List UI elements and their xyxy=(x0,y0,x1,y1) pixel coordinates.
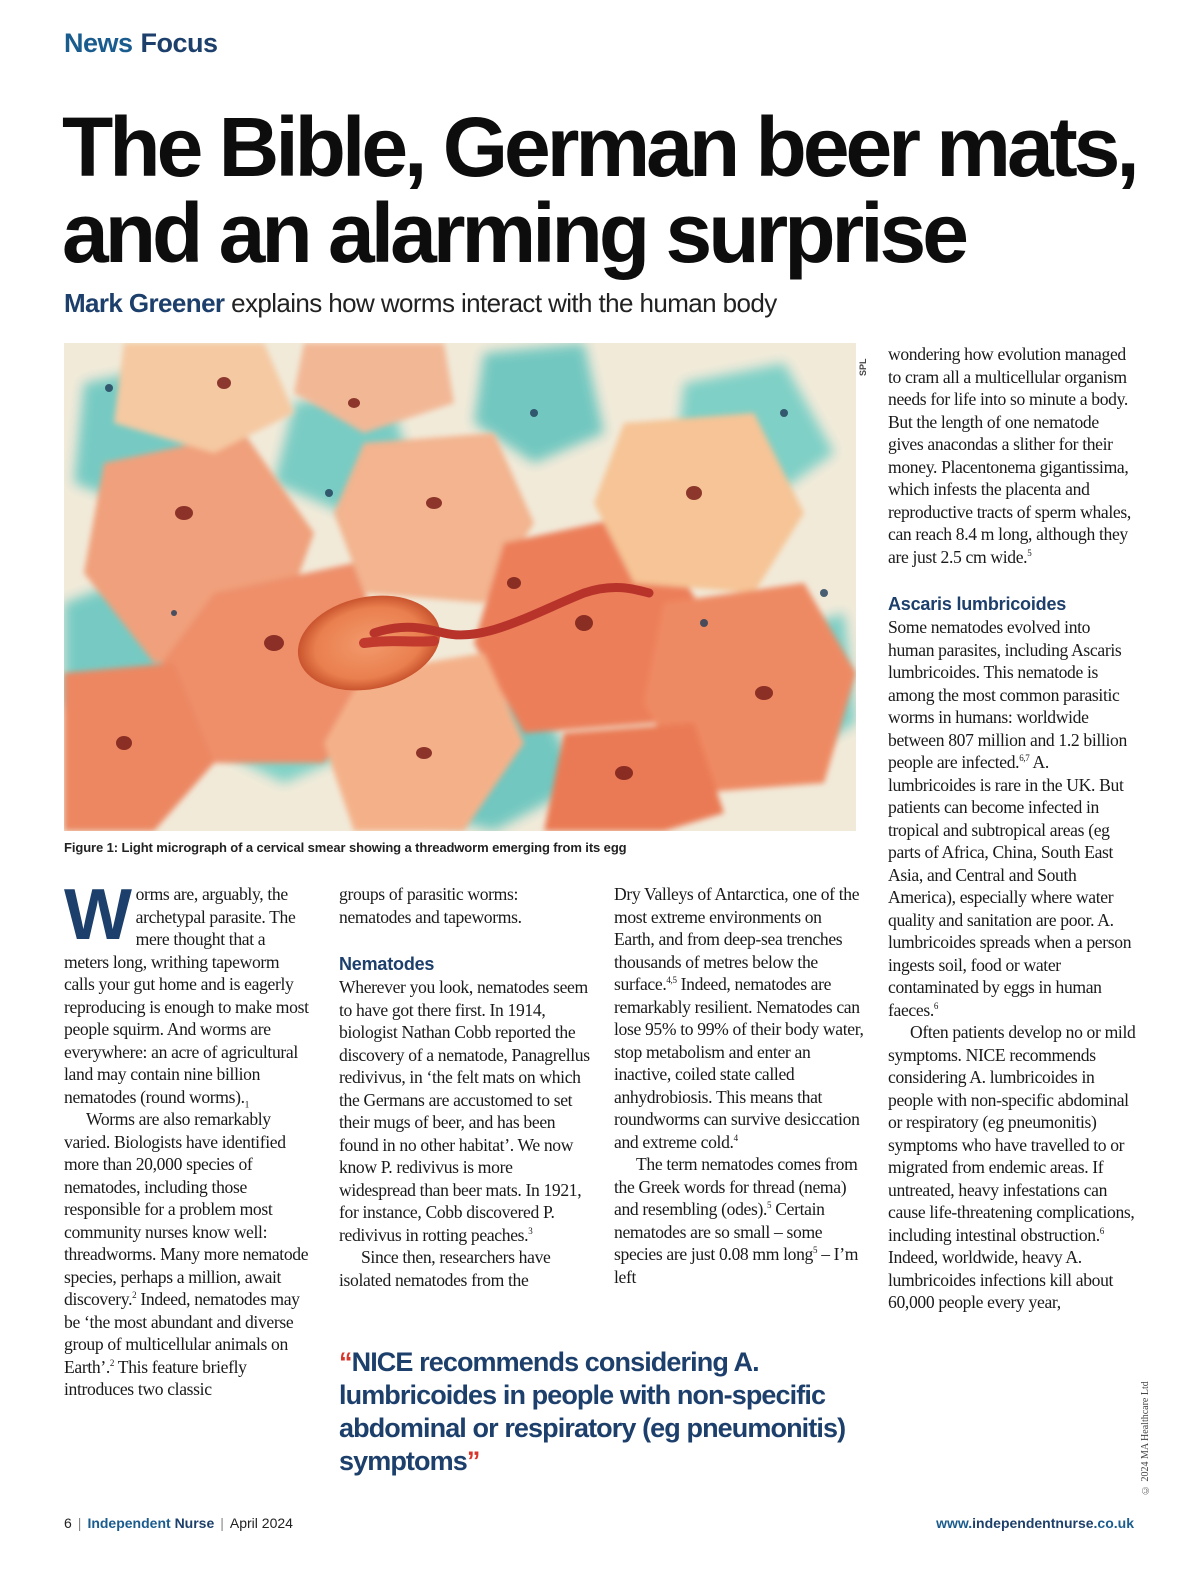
figure-caption: Figure 1: Light micrograph of a cervical smear showing a threadworm emerging from its egg xyxy=(64,840,627,855)
ref: 2 xyxy=(132,1290,137,1301)
text: orms are, arguably, the archetypal parasite. The mere thought that a meters long, writhing tapeworm calls your gut home and is eagerly reproducing is enough to make most people squirm. And worms are everywhere: an acre of agricultural land may contain nine billion nematodes (round worms). xyxy=(64,884,309,1107)
text: Indeed, nematodes are remarkably resilient. Nematodes can lose 95% to 99% of their body water, stop metabolism and enter an inactive, coiled state called anhydrobiosis. This means that roundworms can survive desiccation and extreme cold. xyxy=(614,974,864,1152)
standfirst-text: explains how worms interact with the human body xyxy=(231,288,777,318)
ref: 5 xyxy=(812,1245,818,1256)
micrograph-image xyxy=(64,343,856,831)
issue-date: April 2024 xyxy=(229,1515,293,1531)
separator: | xyxy=(220,1515,224,1531)
ref: 6,7 xyxy=(1019,753,1030,764)
column-2 xyxy=(339,883,591,1291)
subhead-ascaris: Ascaris lumbricoides xyxy=(888,594,1067,614)
text: Worms are also remarkably varied. Biologists have identified more than 20,000 species of nematodes, including those responsible for a problem most community nurses know well: threadworms. Many more nematode species, perhaps a million, await discovery. xyxy=(64,1109,309,1309)
ref: 2 xyxy=(109,1357,115,1368)
url-prefix: www. xyxy=(936,1515,973,1531)
column-3 xyxy=(614,883,866,1288)
ref: 3 xyxy=(528,1225,533,1236)
dropcap: W xyxy=(64,875,132,955)
ref: 5 xyxy=(1027,547,1032,558)
ref: 5 xyxy=(767,1200,772,1211)
paragraph xyxy=(64,875,312,1110)
text: Wherever you look, nematodes seem to have got there first. In 1914, biologist Nathan Cobb reported the discovery of a nematode, Panagrellus redivivus, in ‘the felt mats on which the Germans are accustomed to set their mugs of beer, and has been found in no other habitat’. We now know P. redivivus is more widespread than beer mats. In 1921, for instance, Cobb discovered P. redivivus in rotting peaches. xyxy=(339,977,590,1245)
paragraph xyxy=(888,616,1138,1021)
open-quote-mark: “ xyxy=(339,1347,352,1377)
paragraph xyxy=(614,883,866,1153)
column-4 xyxy=(888,343,1138,1314)
page-footer xyxy=(64,1515,1134,1531)
paragraph: Since then, researchers have isolated nematodes from the xyxy=(339,1247,551,1290)
text: A. lumbricoides is rare in the UK. But patients can become infected in tropical and subtropical areas (eg parts of Africa, China, South East Asia, and Central and South America), especially where water quality and sanitation are poor. A. lumbricoides spreads when a person ingests soil, food or water contaminated by eggs in human faeces. xyxy=(888,752,1132,1020)
text: This feature briefly introduces two classic xyxy=(64,1356,247,1399)
text: Often patients develop no or mild symptoms. NICE recommends considering A. lumbricoides in people with non-specific abdominal or respiratory (eg pneumonitis) symptoms who have travelled to or migrated from endemic areas. If untreated, heavy infestations can cause life-threatening complications, including intestinal obstruction. xyxy=(888,1022,1136,1245)
copyright-notice: © 2024 MA Healthcare Ltd xyxy=(1140,1381,1151,1495)
ref: 6 xyxy=(1099,1225,1104,1236)
publication-name-1: Independent xyxy=(87,1515,171,1531)
paragraph xyxy=(888,1021,1138,1314)
text: wondering how evolution managed to cram all a multicellular organism needs for life into so minute a body. But the length of one nematode gives anacondas a slither for their money. Placentonema gigantissima, which infests the placenta and reproductive tracts of sperm whales, can reach 8.4 m long, although they are just 2.5 cm wide. xyxy=(888,344,1131,567)
text: Indeed, worldwide, heavy A. lumbricoides infections kill about 60,000 people every year, xyxy=(888,1247,1114,1312)
url-suffix: .co.uk xyxy=(1093,1515,1134,1531)
text: Indeed, nematodes may be ‘the most abundant and diverse group of multicellular animals on Earth’. xyxy=(64,1289,300,1377)
standfirst xyxy=(64,288,964,319)
author-name: Mark Greener xyxy=(64,288,225,318)
paragraph xyxy=(64,1108,312,1401)
paragraph xyxy=(339,976,591,1246)
pull-quote xyxy=(339,1346,869,1478)
text: Some nematodes evolved into human parasites, including Ascaris lumbricoides. This nematode is among the most common parasitic worms in humans: worldwide between 807 million and 1.2 billion people are infected. xyxy=(888,617,1127,772)
url-bold: independentnurse xyxy=(972,1515,1094,1531)
subhead-nematodes: Nematodes xyxy=(339,954,435,974)
text: Dry Valleys of Antarctica, one of the most extreme environments on Earth, and from deep-sea trenches thousands of metres below the surface. xyxy=(614,884,860,994)
text: Certain nematodes are so small – some species are just 0.08 mm long xyxy=(614,1199,825,1264)
kicker-subsection: Focus xyxy=(140,28,218,58)
text: – I’m left xyxy=(614,1244,859,1287)
ref: 4,5 xyxy=(666,975,677,986)
paragraph xyxy=(888,343,1138,568)
publication-name-2: Nurse xyxy=(174,1515,215,1531)
kicker-section: News xyxy=(64,28,133,58)
ref: 6 xyxy=(933,1000,939,1011)
column-1 xyxy=(64,875,312,1401)
headline: The Bible, German beer mats, and an alarming surprise xyxy=(62,100,1136,280)
ref: 1 xyxy=(244,1099,249,1110)
paragraph xyxy=(614,1153,866,1288)
photo-credit: SPL xyxy=(858,358,868,376)
pull-quote-text: NICE recommends considering A. lumbricoides in people with non-specific abdominal or respiratory (eg pneumonitis) symptoms xyxy=(339,1347,846,1476)
separator: | xyxy=(77,1515,82,1531)
website-link[interactable] xyxy=(936,1515,1134,1531)
text: The term nematodes comes from the Greek words for thread (nema) and resembling (odes). xyxy=(614,1154,858,1219)
paragraph: groups of parasitic worms: nematodes and tapeworms. xyxy=(339,884,522,927)
page-number: 6 xyxy=(64,1515,72,1531)
ref: 4 xyxy=(733,1132,738,1143)
section-kicker xyxy=(64,28,226,59)
close-quote-mark: ” xyxy=(466,1446,480,1476)
